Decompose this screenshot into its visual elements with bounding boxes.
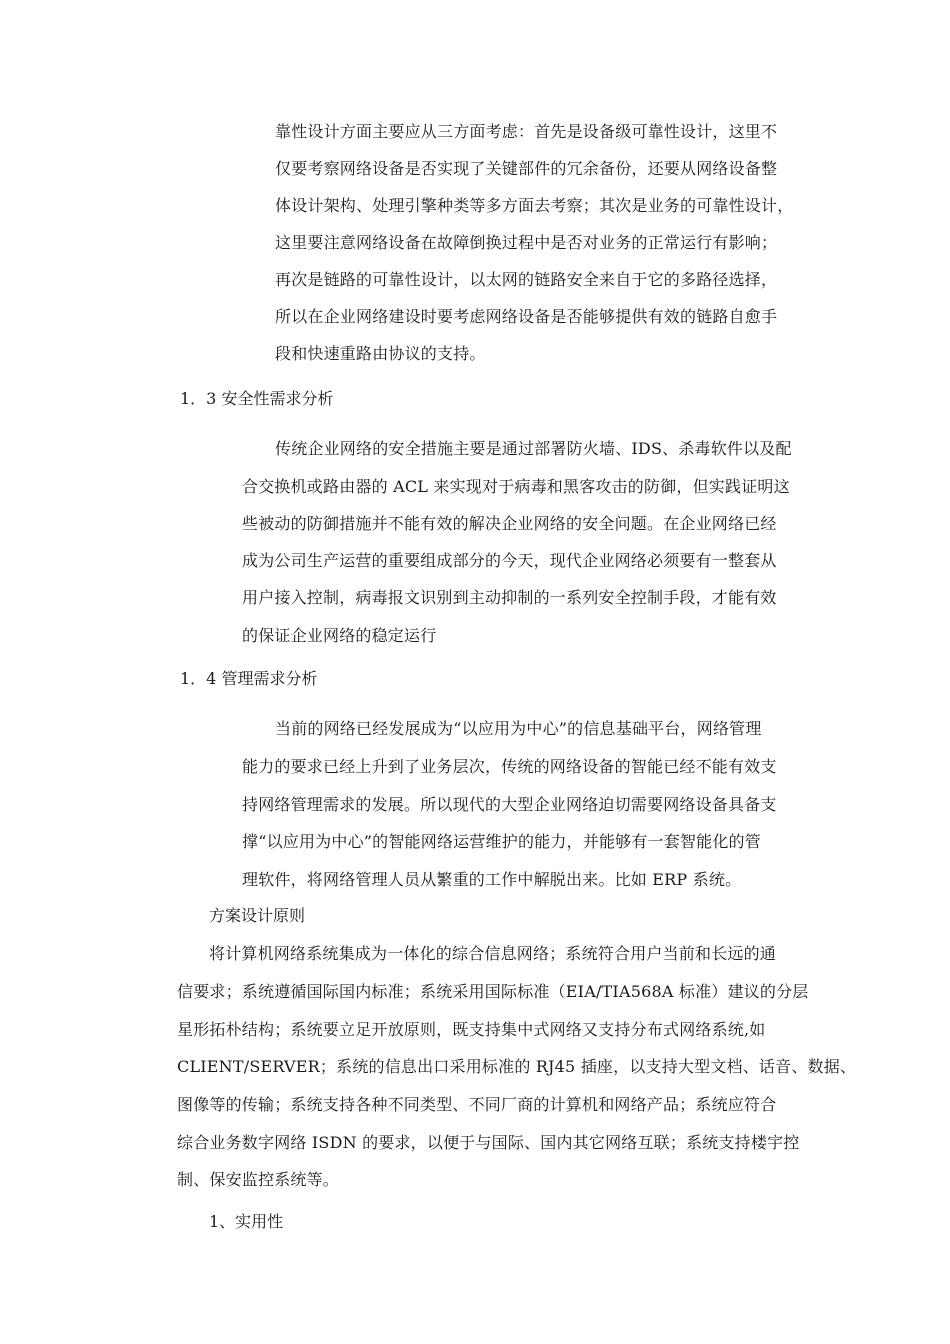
paragraph-line: 制、保安监控系统等。 xyxy=(177,1170,340,1189)
paragraph-line: 再次是链路的可靠性设计，以太网的链路安全来自于它的多路径选择， xyxy=(275,270,778,289)
paragraph-line: 的保证企业网络的稳定运行 xyxy=(242,626,437,645)
paragraph-line: 综合业务数字网络 ISDN 的要求，以便于与国际、国内其它网络互联；系统支持楼宇控 xyxy=(177,1133,800,1152)
paragraph-line: 图像等的传输；系统支持各种不同类型、不同厂商的计算机和网络产品；系统应符合 xyxy=(177,1095,777,1114)
paragraph-line: 仅要考察网络设备是否实现了关键部件的冗余备份，还要从网络设备整 xyxy=(275,159,778,178)
paragraph-line: 持网络管理需求的发展。所以现代的大型企业网络迫切需要网络设备具备支 xyxy=(242,795,777,814)
paragraph-line: 信要求；系统遵循国际国内标准；系统采用国际标准（EIA/TIA568A 标准）建议的分层 xyxy=(177,982,809,1001)
section-heading-1-4: 1．4 管理需求分析 xyxy=(180,669,318,688)
paragraph-line: 体设计架构、处理引擎种类等多方面去考察；其次是业务的可靠性设计， xyxy=(275,196,794,215)
paragraph-line: CLIENT/SERVER；系统的信息出口采用标准的 RJ45 插座，以支持大型文档、话音、数据、 xyxy=(177,1057,857,1076)
section-heading-design-principles: 方案设计原则 xyxy=(209,906,306,925)
paragraph-line: 合交换机或路由器的 ACL 来实现对于病毒和黑客攻击的防御，但实践证明这 xyxy=(242,477,790,496)
paragraph-line: 能力的要求已经上升到了业务层次，传统的网络设备的智能已经不能有效支 xyxy=(242,757,777,776)
paragraph-line: 星形拓朴结构；系统要立足开放原则，既支持集中式网络又支持分布式网络系统,如 xyxy=(177,1020,766,1039)
paragraph-line: 当前的网络已经发展成为“以应用为中心”的信息基础平台，网络管理 xyxy=(275,719,762,738)
paragraph-line: 靠性设计方面主要应从三方面考虑：首先是设备级可靠性设计，这里不 xyxy=(275,122,778,141)
paragraph-line: 撑“以应用为中心”的智能网络运营维护的能力，并能够有一套智能化的管 xyxy=(242,832,761,851)
section-heading-1-3: 1．3 安全性需求分析 xyxy=(180,389,334,408)
section-heading-practicality: 1、实用性 xyxy=(209,1212,284,1231)
paragraph-line: 些被动的防御措施并不能有效的解决企业网络的安全问题。在企业网络已经 xyxy=(242,514,777,533)
paragraph-line: 理软件，将网络管理人员从繁重的工作中解脱出来。比如 ERP 系统。 xyxy=(242,870,742,889)
paragraph-line: 将计算机网络系统集成为一体化的综合信息网络；系统符合用户当前和长远的通 xyxy=(209,944,777,963)
paragraph-line: 段和快速重路由协议的支持。 xyxy=(275,344,486,363)
paragraph-line: 成为公司生产运营的重要组成部分的今天，现代企业网络必须要有一整套从 xyxy=(242,551,777,570)
paragraph-line: 传统企业网络的安全措施主要是通过部署防火墙、IDS、杀毒软件以及配 xyxy=(275,439,792,458)
paragraph-line: 这里要注意网络设备在故障倒换过程中是否对业务的正常运行有影响； xyxy=(275,233,778,252)
paragraph-line: 用户接入控制，病毒报文识别到主动抑制的一系列安全控制手段，才能有效 xyxy=(242,588,777,607)
paragraph-line: 所以在企业网络建设时要考虑网络设备是否能够提供有效的链路自愈手 xyxy=(275,307,778,326)
